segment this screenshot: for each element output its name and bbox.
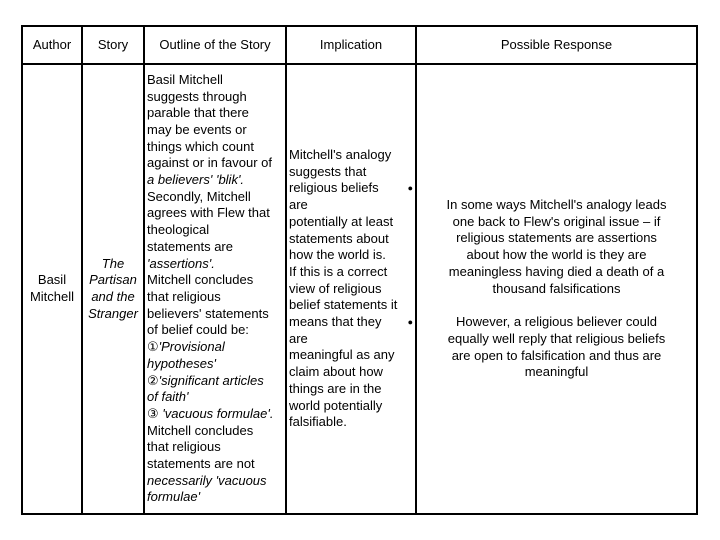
header-implication: Implication: [286, 26, 416, 64]
outline-line: things which count: [147, 138, 254, 154]
implication-cell: [286, 64, 416, 514]
response-line: are open to falsification and thus are: [451, 347, 662, 363]
outline-line: statements are not: [147, 456, 255, 472]
outline-line: agrees with Flew that: [147, 205, 270, 221]
response-text: [419, 314, 694, 381]
outline-line: Secondly, Mitchell: [147, 188, 251, 204]
implication-line: If this is a correct: [289, 263, 388, 279]
outline-line: ②'significant articles: [147, 372, 264, 388]
outline-line: theological: [147, 222, 210, 238]
response-text: [419, 197, 694, 297]
story-cell: [82, 64, 144, 514]
implication-line: belief statements it: [289, 297, 398, 313]
implication-line: view of religious: [289, 280, 382, 296]
outline-line: may be events or: [147, 121, 247, 137]
author-line: Basil: [37, 272, 67, 288]
comparison-table: [21, 25, 698, 515]
response-line: However, a religious believer could: [456, 314, 657, 330]
outline-line: of faith': [147, 389, 189, 405]
bullet-icon: ●: [407, 317, 413, 328]
response-line: one back to Flew's original issue – if: [452, 213, 661, 229]
implication-line: means that they are: [289, 314, 382, 346]
table-row: [22, 64, 697, 514]
story-line: Partisan: [89, 272, 137, 288]
header-outline: Outline of the Story: [144, 26, 286, 64]
response-cell: [416, 64, 697, 514]
implication-line: claim about how: [289, 364, 383, 380]
implication-line: suggests that: [289, 163, 367, 179]
response-line: meaningless having died a death of a: [448, 263, 665, 279]
response-item: [419, 314, 694, 381]
header-response: Possible Response: [416, 26, 697, 64]
outline-line: that religious: [147, 439, 221, 455]
implication-line: potentially at least: [289, 213, 394, 229]
outline-cell: [144, 64, 286, 514]
outline-line: 'assertions'.: [147, 255, 215, 271]
author-line: Mitchell: [29, 289, 75, 304]
response-line: In some ways Mitchell's analogy leads: [446, 196, 667, 212]
outline-line: hypotheses': [147, 355, 216, 371]
outline-line: Basil Mitchell: [147, 71, 223, 87]
implication-line: religious beliefs are: [289, 180, 379, 213]
response-line: thousand falsifications: [492, 280, 621, 296]
bullet-icon: ●: [407, 183, 413, 194]
story-line: Stranger: [88, 305, 138, 321]
outline-line: ③ 'vacuous formulae'.: [147, 405, 274, 421]
outline-line: necessarily 'vacuous: [147, 472, 267, 488]
response-line: meaningful: [524, 364, 589, 380]
outline-line: that religious: [147, 289, 221, 304]
implication-line: world potentially: [289, 397, 383, 413]
implication-line: Mitchell's analogy: [289, 147, 392, 163]
outline-line: Mitchell concludes: [147, 422, 254, 438]
implication-line: falsifiable.: [289, 414, 347, 430]
header-story: Story: [82, 26, 144, 64]
implication-line: meaningful as any: [289, 347, 395, 363]
implication-line: how the world is.: [289, 247, 386, 263]
author-cell: [22, 64, 82, 514]
outline-line: formulae': [147, 489, 201, 505]
story-line: and the: [91, 289, 135, 304]
story-line: The: [101, 255, 125, 271]
response-line: religious statements are assertions: [456, 230, 657, 246]
outline-line: believers' statements: [147, 305, 269, 321]
header-author: Author: [22, 26, 82, 64]
outline-line: statements are: [147, 238, 233, 254]
outline-line: of belief could be:: [147, 322, 249, 338]
header-row: [22, 26, 697, 64]
implication-line: things are in the: [289, 380, 382, 396]
outline-line: parable that there: [147, 105, 249, 121]
response-line: equally well reply that religious beliefs: [447, 330, 666, 346]
outline-line: Mitchell concludes: [147, 272, 254, 288]
outline-line: against or in favour of: [147, 155, 273, 171]
response-item: [419, 197, 694, 297]
outline-line: suggests through: [147, 88, 247, 104]
outline-line: ①'Provisional: [147, 339, 225, 355]
outline-line: a believers' 'blik'.: [147, 172, 245, 188]
implication-line: statements about: [289, 230, 389, 246]
implication-line-with-bullet: [289, 314, 413, 347]
response-line: about how the world is they are: [466, 247, 647, 263]
implication-line-with-bullet: [289, 180, 413, 213]
